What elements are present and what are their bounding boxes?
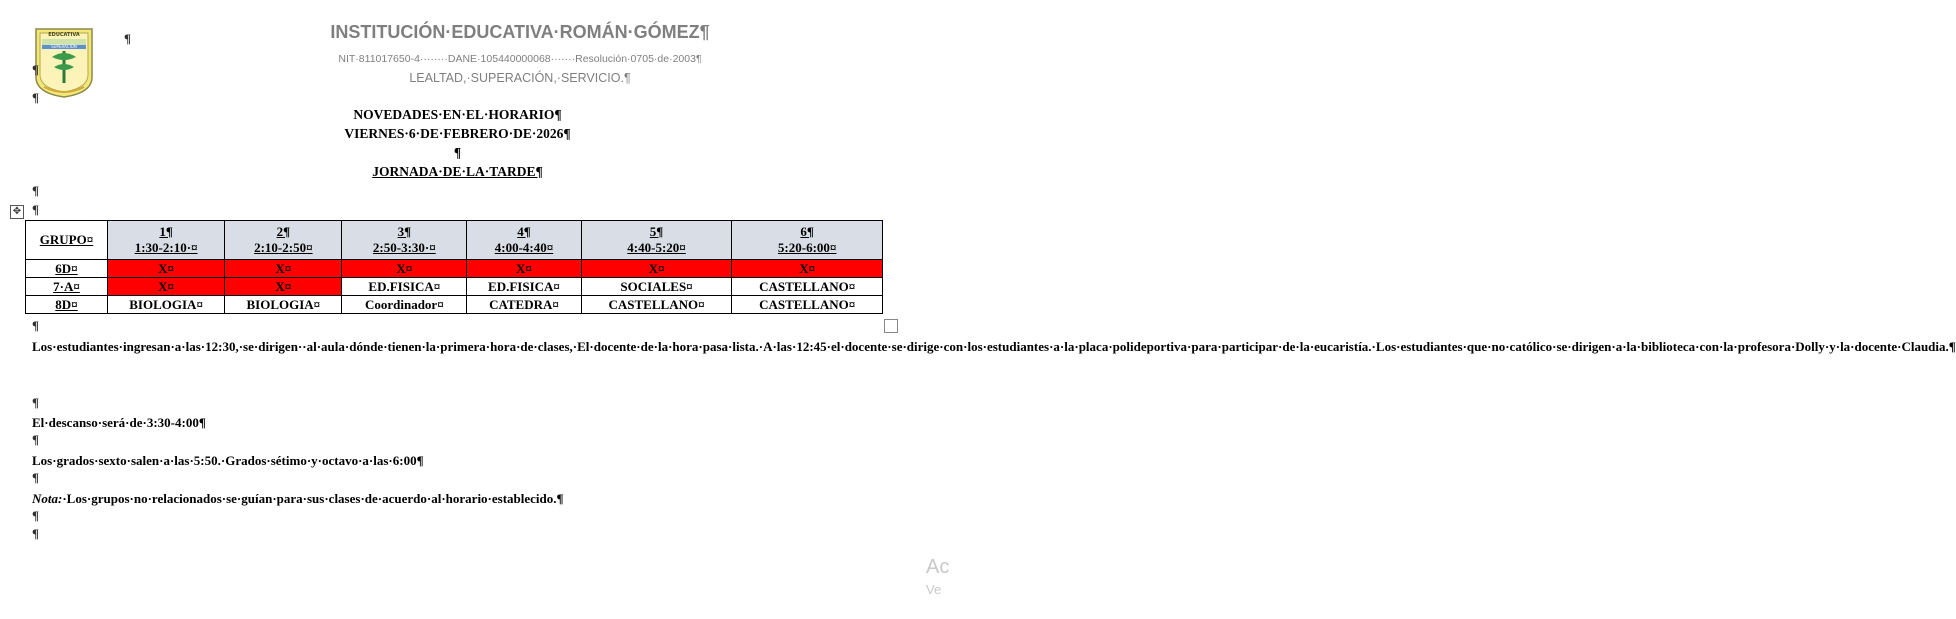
jornada-label: JORNADA·DE·LA·TARDE¶ — [372, 164, 543, 179]
table-row — [26, 296, 883, 314]
institution-motto: LEALTAD,·SUPERACIÓN,·SERVICIO.¶ — [409, 71, 631, 85]
group-cell: 8D¤ — [26, 296, 108, 314]
schedule-cell: X¤ — [225, 278, 342, 296]
period-header-5 — [581, 221, 732, 260]
schedule-cell: X¤ — [108, 260, 225, 278]
group-cell: 7·A¤ — [26, 278, 108, 296]
period-header-1 — [108, 221, 225, 260]
schedule-cell: ED.FISICA¤ — [342, 278, 467, 296]
schedule-cell: X¤ — [225, 260, 342, 278]
table-move-handle[interactable]: ✥ — [10, 205, 24, 219]
period-time: 4:00-4:40¤ — [494, 240, 554, 255]
paragraph-ingreso: Los·estudiantes·ingresan·a·las·12:30,·se·dirigen··al·aula·dónde·tienen·la·primera·hora·de·clases,·El·docente·de·la·hora·pasa·lista.·A·las·12:45·el·docente·se·dirige·con·los·estudiantes·a·la·placa·polideportiva·para·participar·de·la·eucaristía.·Los·estudiantes·que·no·católico·se·dirigen·a·la·biblioteca·con·la·profesora·Dolly·y·la·docente·Claudia.¶ — [32, 339, 1956, 354]
schedule-cell: Coordinador¤ — [342, 296, 467, 314]
activation-watermark-sub: Ve — [926, 582, 942, 597]
schedule-cell: BIOLOGIA¤ — [108, 296, 225, 314]
schedule-table — [25, 220, 883, 314]
schedule-cell: X¤ — [108, 278, 225, 296]
paragraph-mark: ¶ — [32, 526, 40, 541]
schedule-cell: CASTELLANO¤ — [581, 296, 732, 314]
period-header-2 — [225, 221, 342, 260]
heading-jornada — [30, 164, 885, 180]
schedule-cell: X¤ — [467, 260, 582, 278]
period-time: 1:30-2:10·¤ — [134, 240, 198, 255]
schedule-cell: CATEDRA¤ — [467, 296, 582, 314]
heading-novedades: NOVEDADES·EN·EL·HORARIO¶ — [353, 107, 562, 122]
table-row — [26, 278, 883, 296]
schedule-cell: X¤ — [732, 260, 883, 278]
activation-watermark: Ac — [926, 556, 950, 578]
group-cell: 6D¤ — [26, 260, 108, 278]
period-number: 2¶ — [276, 224, 291, 239]
heading-date: VIERNES·6·DE·FEBRERO·DE·2026¶ — [344, 126, 571, 141]
period-number: 3¶ — [397, 224, 412, 239]
period-time: 5:20-6:00¤ — [777, 240, 837, 255]
period-header-3 — [342, 221, 467, 260]
paragraph-mark: ¶ — [453, 145, 462, 160]
schedule-cell: X¤ — [342, 260, 467, 278]
paragraph-mark: ¶ — [32, 395, 40, 410]
table-row — [26, 260, 883, 278]
period-header-6 — [732, 221, 883, 260]
paragraph-mark: ¶ — [32, 183, 40, 198]
logo-top-text: EDUCATIVA — [48, 32, 80, 38]
period-number: 5¶ — [649, 224, 664, 239]
period-header-4 — [467, 221, 582, 260]
paragraph-mark: ¶ — [32, 470, 40, 485]
schedule-cell: SOCIALES¤ — [581, 278, 732, 296]
period-number: 1¶ — [159, 224, 173, 239]
paragraph-mark: ¶ — [32, 202, 40, 217]
paragraph-salida: Los·grados·sexto·salen·a·las·5:50.·Grados·sétimo·y·octavo·a·las·6:00¶ — [32, 453, 424, 468]
paragraph-mark: ¶ — [32, 318, 40, 333]
period-number: 4¶ — [517, 224, 531, 239]
schedule-cell: ED.FISICA¤ — [467, 278, 582, 296]
note-label: Nota: — [32, 491, 63, 506]
paragraph-mark: ¶ — [32, 432, 40, 447]
period-time: 2:50-3:30·¤ — [372, 240, 436, 255]
schedule-cell: X¤ — [581, 260, 732, 278]
paragraph-nota — [32, 489, 887, 508]
logo-band-text: SUPERACIÓN — [51, 44, 77, 49]
period-time: 4:40-5:20¤ — [627, 240, 686, 255]
schedule-cell: BIOLOGIA¤ — [225, 296, 342, 314]
paragraph-mark: ¶ — [32, 90, 40, 105]
period-time: 2:10-2:50¤ — [254, 240, 313, 255]
schedule-cell: CASTELLANO¤ — [732, 278, 883, 296]
paragraph-descanso: El·descanso·será·de·3:30-4:00¶ — [32, 415, 206, 430]
group-column-header: GRUPO¤ — [26, 221, 108, 260]
school-logo — [34, 27, 94, 99]
period-number: 6¶ — [800, 224, 814, 239]
paragraph-mark: ¶ — [32, 508, 40, 523]
table-header-row — [26, 221, 883, 260]
paragraph-mark: ¶ — [124, 31, 132, 46]
schedule-cell: CASTELLANO¤ — [732, 296, 883, 314]
note-text: ·Los·grupos·no·relacionados·se·guían·para·sus·clases·de·acuerdo·al·horario·establecido.¶ — [62, 491, 564, 506]
institution-nit-line: NIT·811017650-4········DANE·105440000068·······Resolución·0705·de·2003¶ — [338, 53, 702, 65]
institution-title: INSTITUCIÓN·EDUCATIVA·ROMÁN·GÓMEZ¶ — [330, 22, 710, 42]
table-resize-handle[interactable] — [884, 319, 898, 333]
paragraph-mark: ¶ — [32, 62, 40, 77]
